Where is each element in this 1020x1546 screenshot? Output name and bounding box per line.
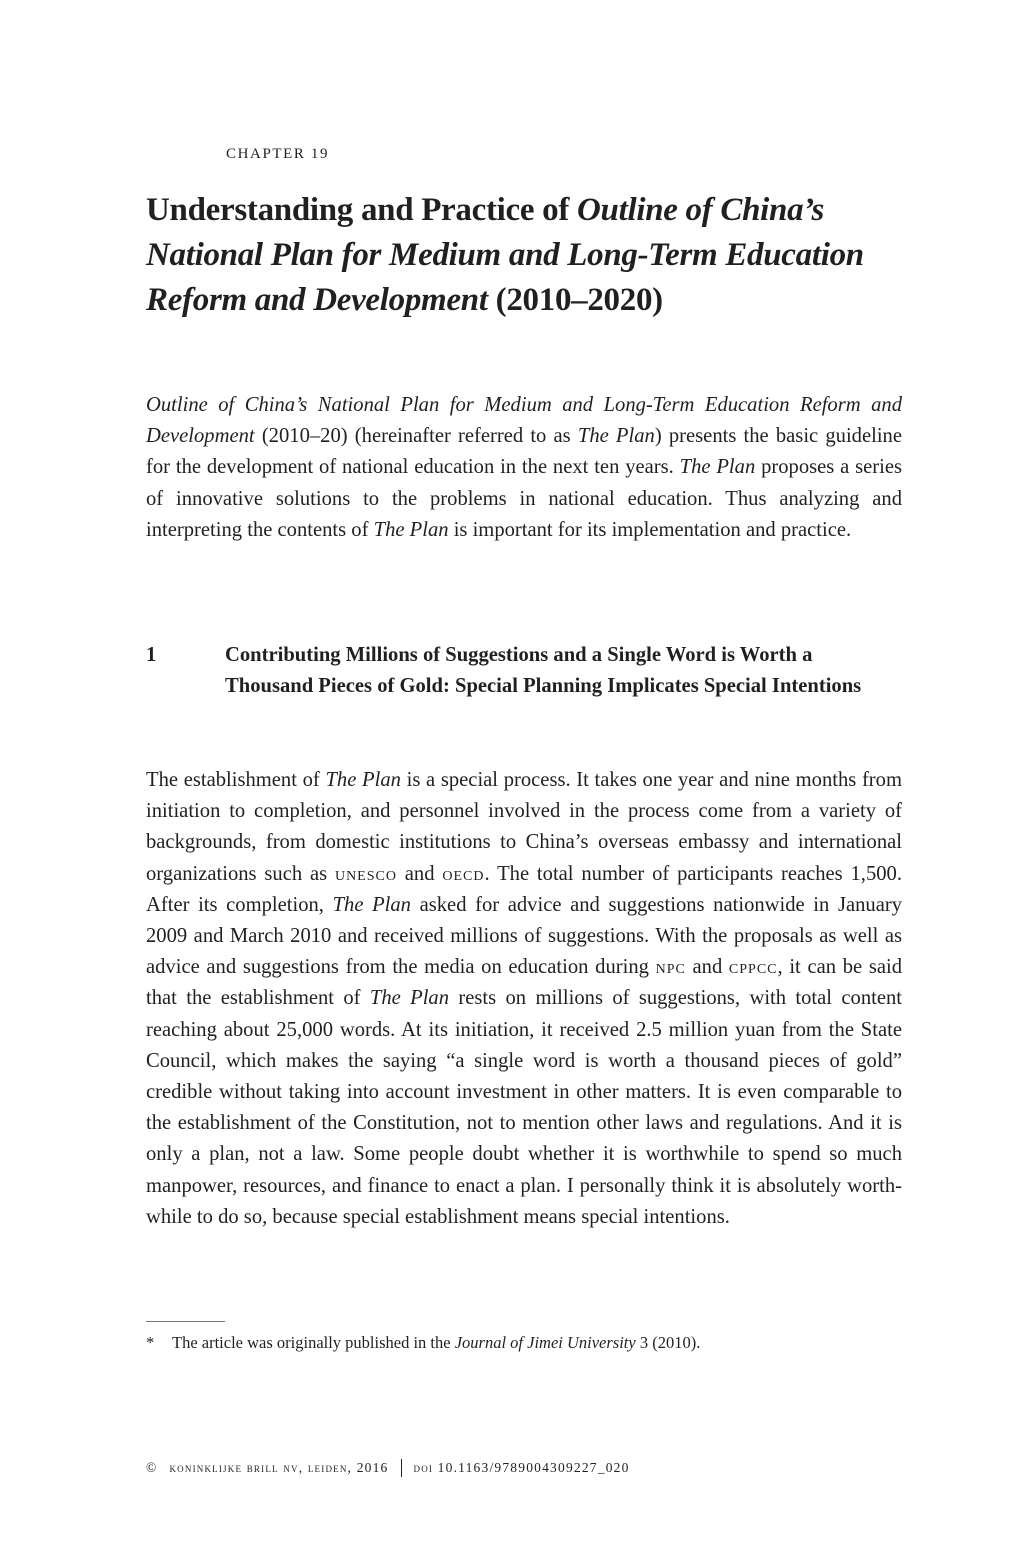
doi-link[interactable]: doi 10.1163/9789004309227_020: [413, 1460, 630, 1475]
footnote-text: [172, 1331, 700, 1355]
title-text: Understanding and Practice of: [146, 192, 577, 228]
chapter-title: [146, 188, 916, 323]
footnote-mark: *: [146, 1333, 155, 1352]
body-text: rests on millions of suggestions, with total content reaching about 25,000 words. At its initiation, it received 2.5 million yuan from the State Council, which makes the saying “a single word is worth a thousand pieces of gold” credible without taking into account investment in other matters. It is even comparable to the establishment of the Constitution, not to mention other laws and regulations. And it is only a plan, not a law. Some people doubt whether it is worthwhile to spend so much manpower, resources, and finance to enact a plan. I personally think it is absolutely worthwhile to do so, because special establishment means special intentions.: [146, 987, 902, 1228]
footnote: [146, 1331, 700, 1355]
abstract-text: proposes a series of innovative solutions to the problems in national education. Thus analyzing and interpreting the contents of: [146, 456, 902, 541]
chapter-label: CHAPTER 19: [226, 146, 330, 162]
body-paragraph: [146, 765, 902, 1233]
section-number: 1: [146, 644, 157, 666]
page-footer: [146, 1459, 630, 1477]
journal-name: Journal of Jimei University: [454, 1333, 636, 1352]
publisher-info: koninklijke brill nv, leiden, 2016: [169, 1460, 389, 1475]
body-text: and: [685, 956, 729, 979]
body-italic: The Plan: [325, 769, 401, 791]
body-italic: The Plan: [369, 987, 450, 1010]
acronym: cppcc: [728, 956, 778, 979]
abstract-italic: The Plan: [577, 425, 655, 448]
section-heading-text: Contributing Millions of Suggestions and a Single Word is Worth a Thousand Pieces of Gold: Special Planning Implicates Special Intentions: [225, 644, 862, 697]
body-text: and: [396, 862, 443, 885]
acronym: oecd: [442, 862, 485, 885]
acronym: npc: [655, 956, 686, 979]
footnote-text-part: The article was originally published in the: [172, 1333, 455, 1352]
body-text: is a special process. It takes one year and nine months from initiation to completion, and personnel involved in the process come from a variety of backgrounds, from domestic institutions to China’s overseas embassy and international organizations such as: [146, 769, 902, 885]
abstract-text: (2010–20) (hereinafter referred to as: [254, 425, 578, 448]
acronym: unesco: [334, 862, 397, 885]
body-text: , it can be said that the establishment of: [146, 956, 903, 1010]
copyright-icon: ©: [146, 1460, 158, 1475]
footer-separator: [401, 1459, 402, 1477]
footnote-text-part: 3 (2010).: [635, 1333, 701, 1352]
title-italic: Outline of China’s National Plan for Medium and Long-Term Education Reform and Development: [146, 192, 864, 318]
footnote-divider: [146, 1321, 225, 1322]
body-text: asked for advice and suggestions nationwide in January 2009 and March 2010 and received millions of suggestions. With the proposals as well as advice and suggestions from the media on education during: [146, 893, 902, 979]
abstract-italic: The Plan: [373, 518, 449, 541]
abstract-text: ) presents the basic guideline for the development of national education in the next ten years.: [146, 425, 902, 479]
abstract-text: is important for its implementation and practice.: [448, 518, 852, 541]
body-text: The establishment of: [146, 769, 326, 791]
abstract-italic: Outline of China’s National Plan for Medium and Long-Term Education Reform and Development: [146, 394, 902, 448]
body-text: . The total number of participants reaches 1,500. After its completion,: [146, 862, 902, 916]
section-heading: [146, 640, 902, 702]
title-years: (2010–2020): [487, 282, 663, 318]
abstract-italic: The Plan: [679, 456, 756, 479]
abstract-paragraph: [146, 390, 902, 546]
body-italic: The Plan: [332, 893, 411, 916]
